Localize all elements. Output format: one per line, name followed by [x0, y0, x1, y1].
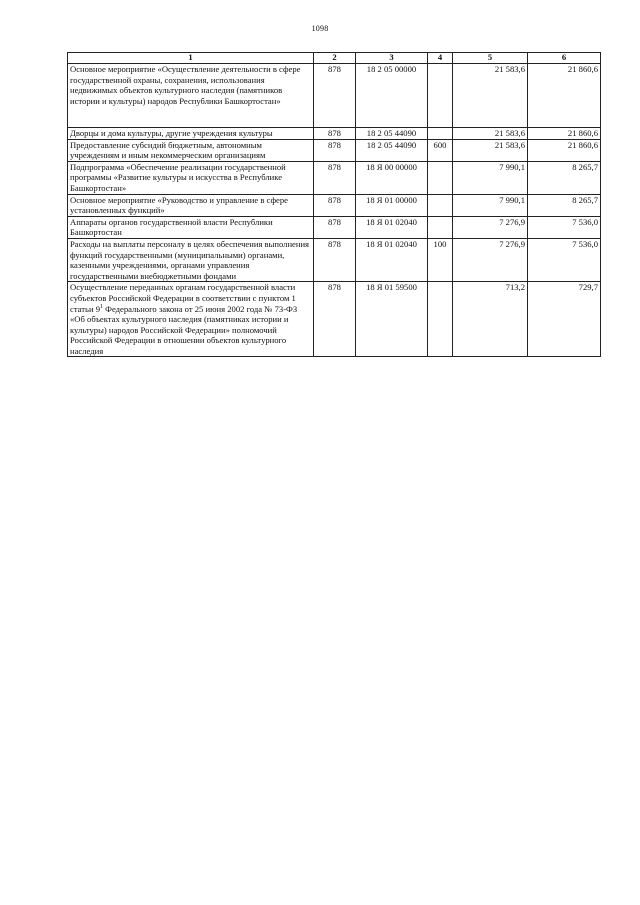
row-code-cell: 878	[314, 282, 356, 357]
row-code-cell: 878	[314, 238, 356, 281]
column-header: 2	[314, 53, 356, 64]
row-value1-cell: 713,2	[453, 282, 528, 357]
row-name-cell: Основное мероприятие «Руководство и управление в сфере установленных функций»	[68, 194, 314, 216]
row-name-cell: Подпрограмма «Обеспечение реализации государственной программы «Развитие культуры и искусства в Республике Башкортостан»	[68, 161, 314, 194]
page-number: 1098	[311, 24, 329, 33]
column-header: 3	[356, 53, 428, 64]
row-code-cell: 878	[314, 216, 356, 238]
row-csr-cell: 18 Я 01 00000	[356, 194, 428, 216]
row-csr-cell: 18 2 05 44090	[356, 128, 428, 140]
column-header: 5	[453, 53, 528, 64]
table-row	[68, 216, 601, 238]
table-row	[68, 64, 601, 128]
column-header: 6	[528, 53, 601, 64]
row-code-cell: 878	[314, 161, 356, 194]
row-csr-cell: 18 Я 01 02040	[356, 216, 428, 238]
row-type-cell	[428, 161, 453, 194]
row-name-cell: Расходы на выплаты персоналу в целях обеспечения выполнения функций государственными (муниципальными) органами, казенными учреждениями, органами управления государственными внебюджетными фондами	[68, 238, 314, 281]
table-row	[68, 161, 601, 194]
row-type-cell	[428, 282, 453, 357]
table-row	[68, 194, 601, 216]
row-name-text: Осуществление переданных органам государственной власти субъектов Российской Федерации в соответствии с пунктом 1 статьи 9	[70, 282, 296, 314]
row-value2-cell: 7 536,0	[528, 238, 601, 281]
table-row	[68, 282, 601, 357]
row-csr-cell: 18 2 05 44090	[356, 139, 428, 161]
row-value2-cell: 7 536,0	[528, 216, 601, 238]
row-value1-cell: 7 276,9	[453, 216, 528, 238]
row-type-cell	[428, 216, 453, 238]
row-value2-cell: 21 860,6	[528, 64, 601, 128]
budget-table	[67, 52, 601, 357]
row-value2-cell: 21 860,6	[528, 128, 601, 140]
row-value2-cell: 8 265,7	[528, 194, 601, 216]
row-code-cell: 878	[314, 139, 356, 161]
row-name-cell: Основное мероприятие «Осуществление деятельности в сфере государственной охраны, сохранения, использования недвижимых объектов культурного наследия (памятников истории и культуры) народов Республики Башкортостан»	[68, 64, 314, 128]
row-csr-cell: 18 Я 00 00000	[356, 161, 428, 194]
row-csr-cell: 18 Я 01 02040	[356, 238, 428, 281]
row-value1-cell: 21 583,6	[453, 139, 528, 161]
header-row	[68, 53, 601, 64]
row-type-cell: 100	[428, 238, 453, 281]
row-value1-cell: 21 583,6	[453, 128, 528, 140]
column-header: 1	[68, 53, 314, 64]
row-name-cell	[68, 282, 314, 357]
table-row	[68, 139, 601, 161]
row-name-cell: Дворцы и дома культуры, другие учреждения культуры	[68, 128, 314, 140]
row-type-cell	[428, 64, 453, 128]
table-row	[68, 128, 601, 140]
row-value1-cell: 7 990,1	[453, 194, 528, 216]
row-csr-cell: 18 2 05 00000	[356, 64, 428, 128]
table-row	[68, 238, 601, 281]
superscript-mark: 1	[100, 303, 103, 310]
row-code-cell: 878	[314, 128, 356, 140]
row-type-cell: 600	[428, 139, 453, 161]
column-header: 4	[428, 53, 453, 64]
row-type-cell	[428, 128, 453, 140]
row-value1-cell: 7 276,9	[453, 238, 528, 281]
row-code-cell: 878	[314, 194, 356, 216]
row-value1-cell: 7 990,1	[453, 161, 528, 194]
row-value2-cell: 21 860,6	[528, 139, 601, 161]
row-code-cell: 878	[314, 64, 356, 128]
row-value1-cell: 21 583,6	[453, 64, 528, 128]
row-value2-cell: 8 265,7	[528, 161, 601, 194]
row-name-text: Федерального закона от 25 июня 2002 года № 73-ФЗ «Об объектах культурного наследия (памятниках истории и культуры) народов Российской Федерации» полномочий Российской Федерации в отношении объектов культурного наследия	[70, 303, 298, 356]
row-name-cell: Предоставление субсидий бюджетным, автономным учреждениям и иным некоммерческим организациям	[68, 139, 314, 161]
row-value2-cell: 729,7	[528, 282, 601, 357]
row-type-cell	[428, 194, 453, 216]
row-name-cell: Аппараты органов государственной власти Республики Башкортостан	[68, 216, 314, 238]
row-csr-cell: 18 Я 01 59500	[356, 282, 428, 357]
